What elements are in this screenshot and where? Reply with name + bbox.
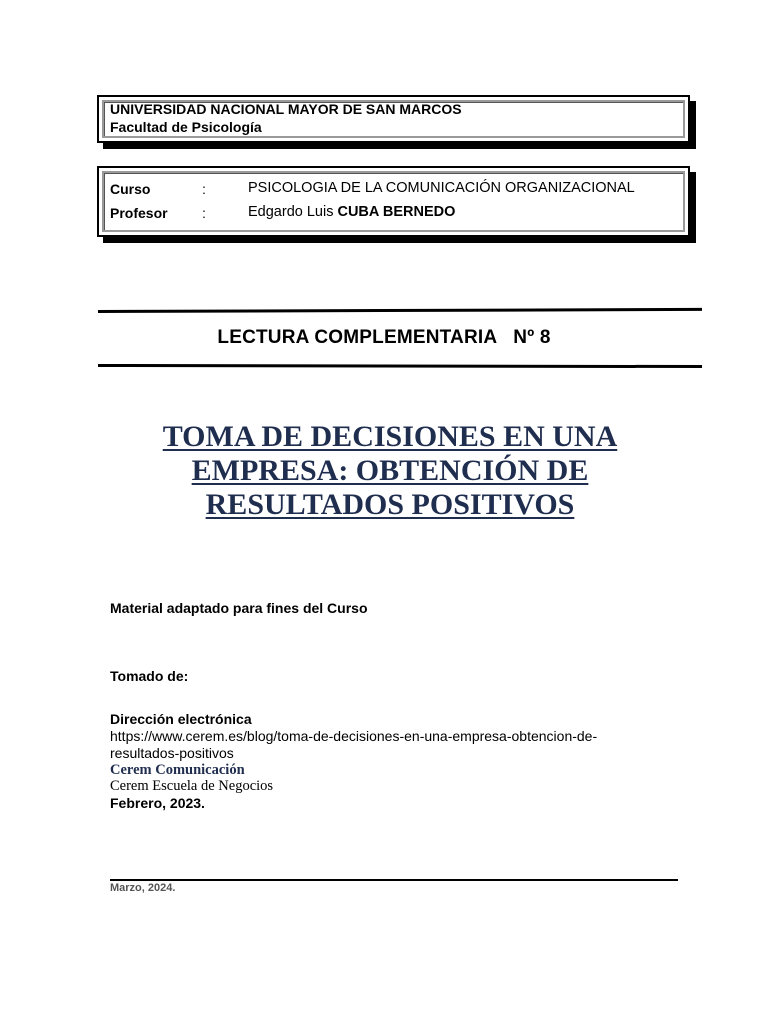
title-line-1: TOMA DE DECISIONES EN UNA (162, 420, 618, 453)
faculty-name: Facultad de Psicología (110, 119, 262, 135)
top-divider-line (98, 308, 702, 313)
course-info-box (97, 166, 690, 237)
source-url-line-1[interactable]: https://www.cerem.es/blog/toma-de-decisiones-en-una-empresa-obtencion-de- (110, 728, 598, 744)
document-title (120, 420, 660, 522)
source-publisher: Cerem Comunicación (110, 762, 245, 778)
lectura-label: LECTURA COMPLEMENTARIA (217, 327, 498, 348)
university-name: UNIVERSIDAD NACIONAL MAYOR DE SAN MARCOS (110, 101, 462, 117)
source-heading: Dirección electrónica (110, 711, 252, 727)
profesor-value (248, 204, 455, 220)
source-url-line-2[interactable]: resultados-positivos (110, 745, 234, 761)
profesor-last-name: CUBA BERNEDO (337, 204, 456, 220)
bottom-divider-line (98, 364, 702, 368)
tomado-label: Tomado de: (110, 668, 189, 684)
lectura-number: Nº 8 (513, 327, 551, 348)
title-line-2: EMPRESA: OBTENCIÓN DE (191, 454, 589, 487)
title-line-3: RESULTADOS POSITIVOS (205, 488, 575, 521)
profesor-label: Profesor (110, 205, 168, 221)
lectura-heading (0, 327, 768, 349)
source-date: Febrero, 2023. (110, 795, 205, 811)
profesor-first-name: Edgardo Luis (248, 204, 334, 220)
source-school: Cerem Escuela de Negocios (110, 778, 274, 794)
footer-date: Marzo, 2024. (110, 882, 176, 894)
curso-colon: : (202, 181, 206, 197)
footer-line (110, 879, 678, 881)
material-note: Material adaptado para fines del Curso (110, 600, 368, 616)
curso-label: Curso (110, 181, 151, 197)
curso-value: PSICOLOGIA DE LA COMUNICACIÓN ORGANIZACIONAL (248, 180, 635, 196)
profesor-colon: : (202, 205, 206, 221)
